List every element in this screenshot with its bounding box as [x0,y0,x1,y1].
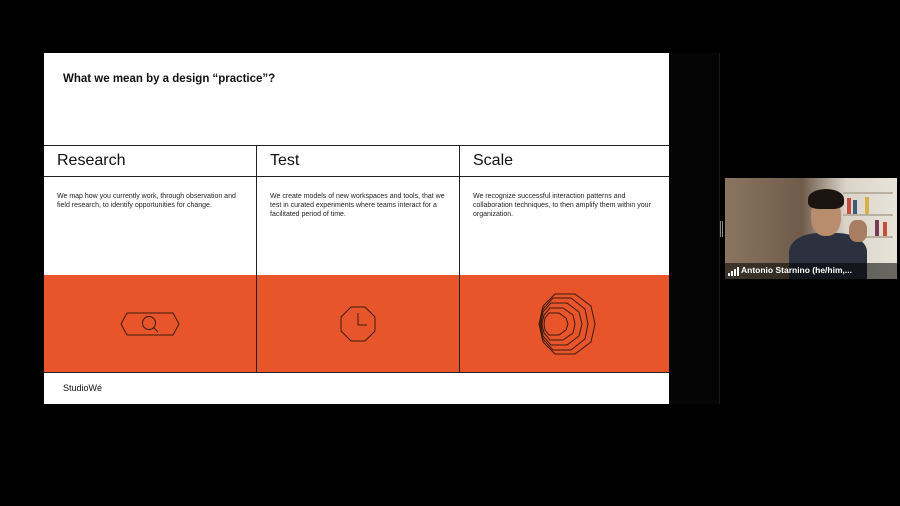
brand-logo-text: StudioWé [63,383,103,393]
slide-columns [44,145,669,372]
bookshelf [843,192,893,194]
book [853,200,857,214]
book [875,220,879,236]
slide-title: What we mean by a design “practice”? [63,73,276,85]
column-header [257,145,459,177]
column-description: We map how you currently work, through observation and field research, to identify opportunities for change. [57,193,236,209]
column-scale [459,145,669,372]
shared-slide [44,53,669,404]
book [865,197,869,214]
bookshelf [843,214,893,216]
column-accent-band [460,275,669,372]
participant-video-tile[interactable] [725,178,897,279]
column-header [460,145,669,177]
participant-hair [808,189,844,209]
panel-resize-handle[interactable] [720,221,723,237]
nested-polygons-icon [533,292,597,356]
column-accent-band [257,275,459,372]
participant-name: Antonio Starnino (he/him,... [741,265,852,275]
column-title: Scale [473,152,514,169]
clock-polygon-icon [338,304,378,344]
book [847,198,851,214]
magnifier-hexagon-icon [119,311,181,337]
column-description: We recognize successful interaction patterns and collaboration techniques, to then amplify them within your organization. [473,193,651,218]
slide-footer [44,372,669,404]
participant-name-bar [725,263,897,279]
column-title: Research [57,152,126,169]
column-accent-band [44,275,256,372]
slide-side-strip [669,53,720,404]
signal-bars-icon [728,267,738,276]
column-title: Test [270,152,300,169]
book [883,222,887,236]
column-test [256,145,459,372]
participant-hand [849,220,867,242]
column-description: We create models of new workspaces and tools, that we test in curated experiments where teams interact for a facilitated period of time. [270,193,445,218]
column-research [44,145,256,372]
column-header [44,145,256,177]
